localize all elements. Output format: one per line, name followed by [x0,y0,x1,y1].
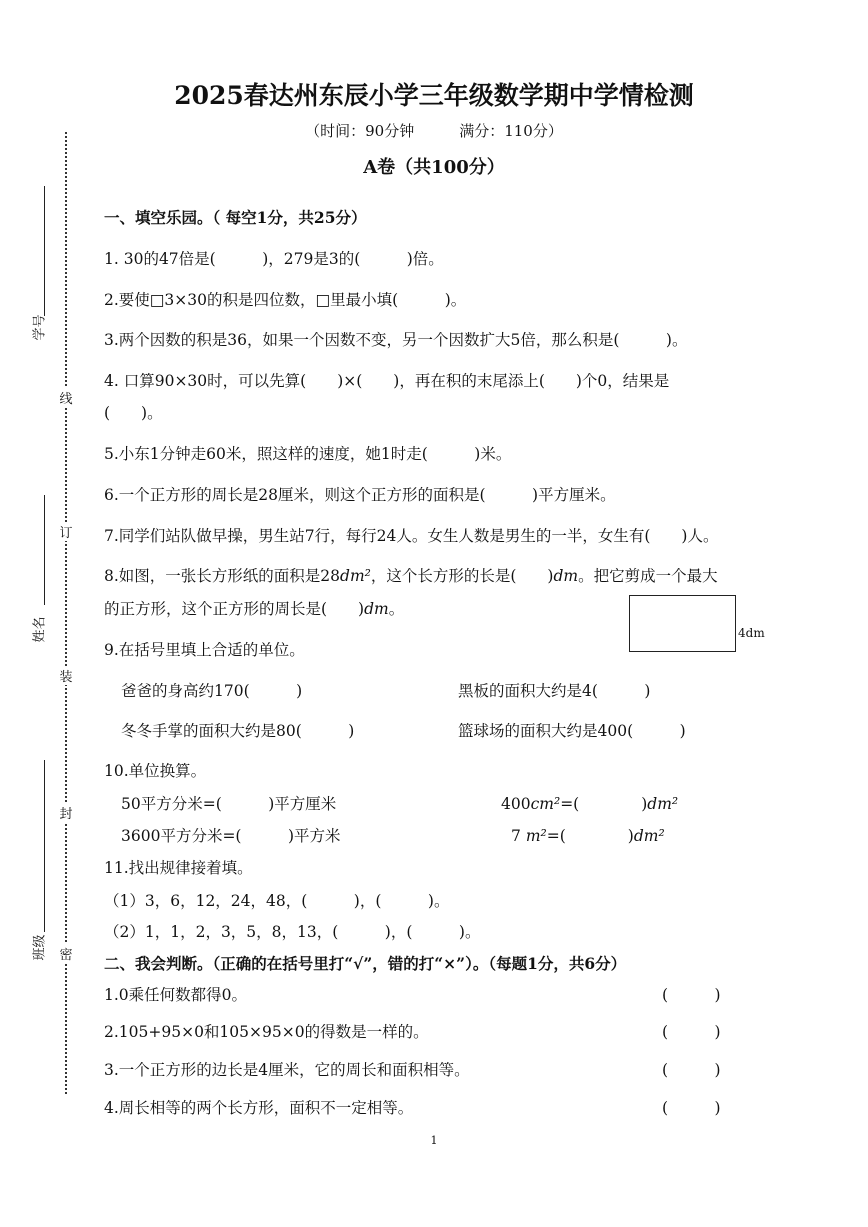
binding-char-zhuang: 装 [58,666,74,685]
q9-item-2: 黑板的面积大约是4( ) [458,682,651,700]
page-number: 1 [430,1134,438,1147]
id-write-line [44,186,45,316]
unit-cm2: cm² [530,795,561,813]
section2-heading: 二、我会判断。（正确的在括号里打“√”，错的打“×”）。（每题1分，共6分） [104,954,627,973]
q8-text-d: 的正方形，这个正方形的周长是( ) [104,600,365,618]
q9-item-4: 篮球场的面积大约是400( ) [458,722,686,740]
q8-text-a: 8.如图，一张长方形纸的面积是28 [104,567,341,585]
rectangle-figure [629,595,736,652]
binding-char-xian: 线 [58,388,74,407]
exam-title: 2025春达州东辰小学三年级数学期中学情检测 [174,81,694,110]
class-write-line [44,760,45,932]
q10-b-blank: =( ) [560,795,648,813]
name-write-line [44,495,45,605]
section1-heading: 一、填空乐园。（ 每空1分，共25分） [104,208,367,227]
question-7: 7.同学们站队做早操，男生站7行，每行24人。女生人数是男生的一半，女生有( )人。 [104,527,719,545]
unit-dm2: dm² [633,827,665,845]
question-11: 11.找出规律接着填。 [104,859,253,877]
paper-heading: A卷（共100分） [363,157,505,178]
q10-d-blank: =( ) [546,827,634,845]
unit-dm2: dm² [340,567,371,585]
question-6: 6.一个正方形的周长是28厘米，则这个正方形的面积是( )平方厘米。 [104,486,616,504]
judge-item-1: 1.0乘任何数都得0。 [104,986,248,1004]
q9-item-1: 爸爸的身高约170( ) [121,682,303,700]
label-class: 班级 [32,934,48,961]
question-8-line1 [104,564,718,586]
q8-text-b: ，这个长方形的长是( ) [370,567,554,585]
binding-char-mi: 密 [58,944,74,963]
q9-item-3: 冬冬手掌的面积大约是80( ) [121,722,355,740]
q8-text-c: 。把它剪成一个最大 [578,567,718,585]
judge-item-4: 4.周长相等的两个长方形，面积不一定相等。 [104,1099,414,1117]
q10-b-number: 400 [501,795,531,813]
judge-answer-1: ( ) [662,986,721,1004]
judge-answer-3: ( ) [662,1061,721,1079]
unit-dm2: dm² [647,795,679,813]
exam-subtitle: （时间：90分钟 满分：110分） [305,122,563,140]
q11-item-1: （1）3，6，12，24，48，( )，( )。 [104,892,450,910]
q8-text-e: 。 [388,600,405,618]
question-3: 3.两个因数的积是36，如果一个因数不变，另一个因数扩大5倍，那么积是( )。 [104,331,688,349]
question-1: 1. 30的47倍是( )，279是3的( )倍。 [104,250,444,268]
binding-char-feng: 封 [58,803,74,822]
question-10: 10.单位换算。 [104,762,207,780]
question-9: 9.在括号里填上合适的单位。 [104,641,305,659]
question-5: 5.小东1分钟走60米，照这样的速度，她1时走( )米。 [104,445,512,463]
label-name: 姓名 [32,616,48,643]
rectangle-width-label: 4dm [738,626,765,640]
binding-char-ding: 订 [58,522,74,541]
question-2: 2.要使□3×30的积是四位数，□里最小填( )。 [104,291,467,309]
unit-dm: dm [364,600,389,618]
q10-item-2 [501,792,678,814]
q10-item-1: 50平方分米=( )平方厘米 [121,795,337,813]
judge-item-3: 3.一个正方形的边长是4厘米，它的周长和面积相等。 [104,1061,470,1079]
unit-dm: dm [553,567,579,585]
judge-item-2: 2.105+95×0和105×95×0的得数是一样的。 [104,1023,429,1041]
unit-m2: m² [525,827,547,845]
judge-answer-4: ( ) [662,1099,721,1117]
question-4-line1: 4. 口算90×30时，可以先算( )×( )，再在积的末尾添上( )个0，结果是 [104,372,670,390]
question-8-line2 [104,597,404,619]
q11-item-2: （2）1，1，2，3，5，8，13，( )，( )。 [104,923,481,941]
question-4-line2: ( )。 [104,404,163,422]
judge-answer-2: ( ) [662,1023,721,1041]
q10-item-3: 3600平方分米=( )平方米 [121,827,341,845]
label-student-id: 学号 [32,314,48,341]
q10-item-4 [511,824,665,846]
q10-d-number: 7 [511,827,521,845]
